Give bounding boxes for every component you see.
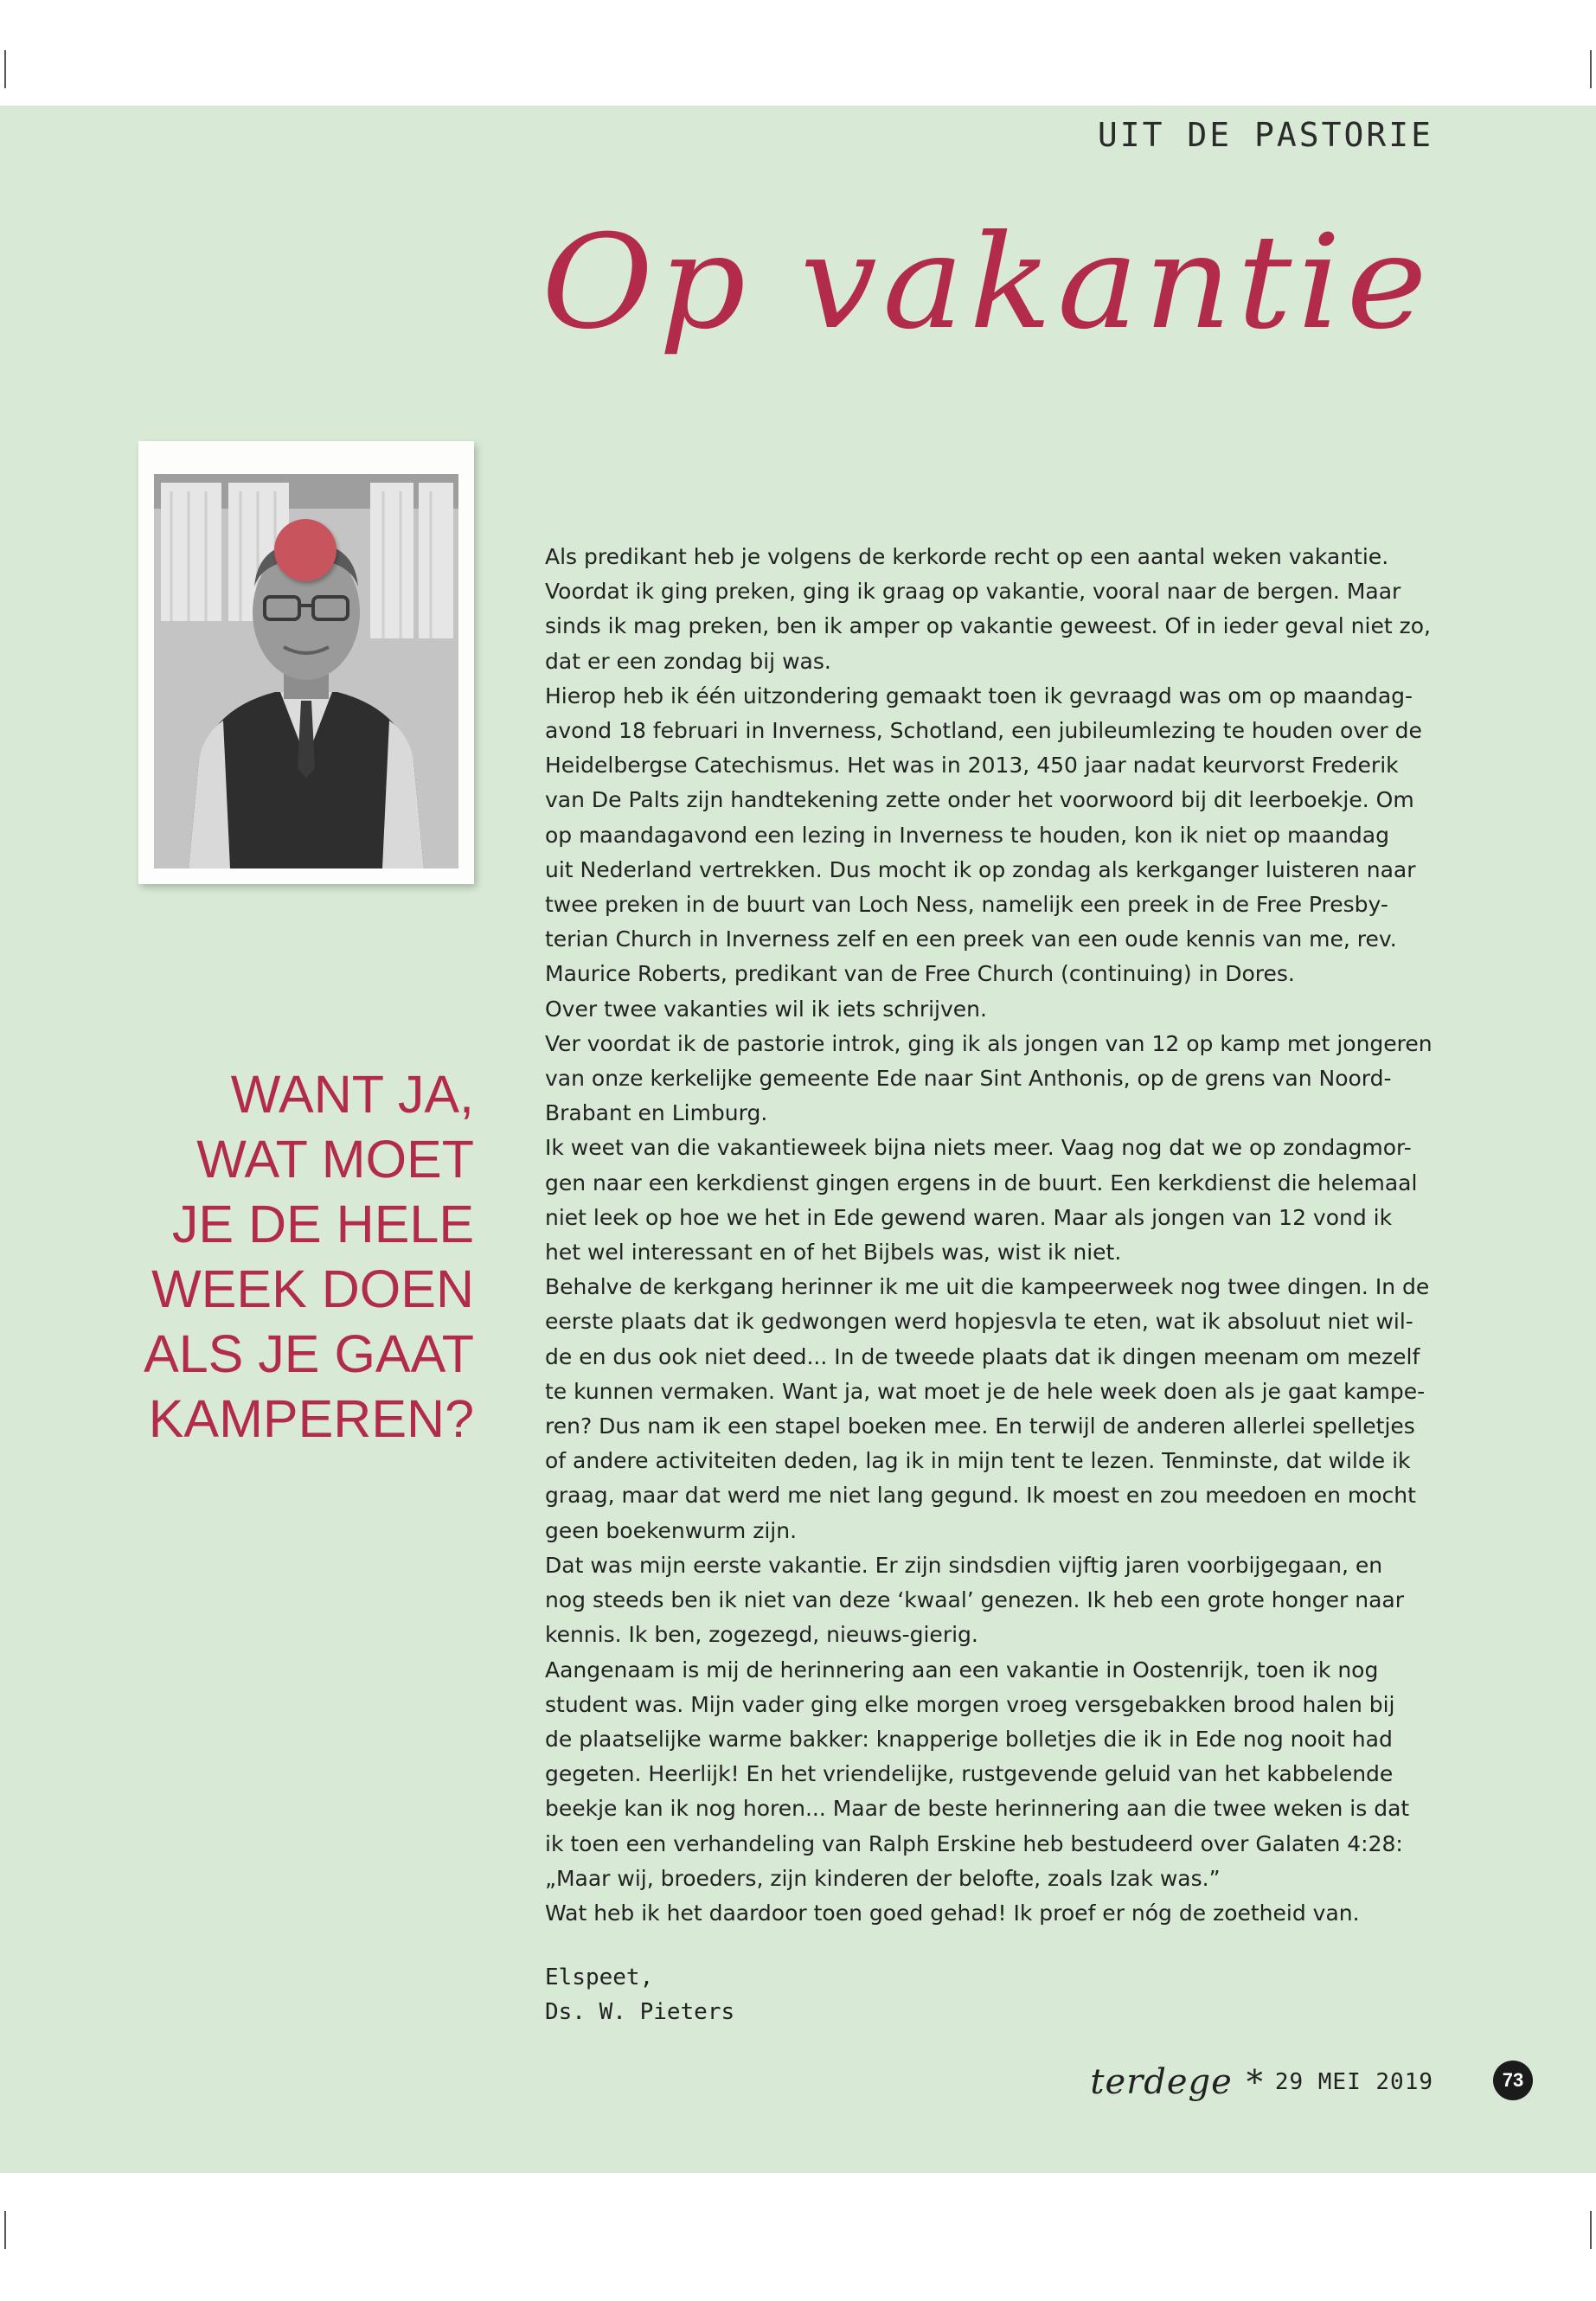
page-footer [1090, 2062, 1433, 2102]
body-line: Aangenaam is mij de herinnering aan een vakantie in Oostenrijk, toen ik nog [545, 1657, 1379, 1682]
body-line: dat er een zondag bij was. [545, 648, 831, 674]
body-line: Ver voordat ik de pastorie introk, ging ik als jongen van 12 op kamp met jongeren [545, 1030, 1433, 1056]
body-line: te kunnen vermaken. Want ja, wat moet je de hele week doen als je gaat kampe- [545, 1378, 1426, 1404]
body-line: sinds ik mag preken, ben ik amper op vakantie geweest. Of in ieder geval niet zo, [545, 613, 1431, 639]
body-line: Dat was mijn eerste vakantie. Er zijn sindsdien vijftig jaren voorbijgegaan, en [545, 1552, 1383, 1578]
section-label: UIT DE PASTORIE [1097, 116, 1433, 154]
body-line: de plaatselijke warme bakker: knapperige bolletjes die ik in Ede nog nooit had [545, 1726, 1393, 1752]
page-number: 73 [1493, 2061, 1533, 2100]
pull-quote-line: WAT MOET [196, 1130, 474, 1189]
body-line: terian Church in Inverness zelf en een preek van een oude kennis van me, rev. [545, 926, 1397, 952]
body-line: Wat heb ik het daardoor toen goed gehad! Ik proef er nóg de zoetheid van. [545, 1900, 1360, 1926]
pushpin-icon [274, 519, 337, 581]
body-line: Als predikant heb je volgens de kerkorde recht op een aantal weken vakantie. [545, 544, 1389, 569]
author-photo-frame [138, 441, 474, 884]
body-line: ren? Dus nam ik een stapel boeken mee. En terwijl de anderen allerlei spelletjes [545, 1413, 1415, 1439]
body-line: niet leek op hoe we het in Ede gewend waren. Maar als jongen van 12 vond ik [545, 1204, 1393, 1230]
body-line: van De Palts zijn handtekening zette onder het voorwoord bij dit leerboekje. Om [545, 787, 1414, 813]
body-line: Heidelbergse Catechismus. Het was in 2013, 450 jaar nadat keurvorst Frederik [545, 753, 1399, 779]
issue-date: 29 MEI 2019 [1274, 2069, 1433, 2095]
body-line: uit Nederland vertrekken. Dus mocht ik op zondag als kerkganger luisteren naar [545, 856, 1416, 882]
signature [545, 1960, 734, 2029]
pull-quote-line: KAMPEREN? [148, 1389, 474, 1448]
body-line: Hierop heb ik één uitzondering gemaakt toen ik gevraagd was om op maandag- [545, 683, 1413, 708]
pull-quote-line: JE DE HELE [171, 1195, 474, 1253]
body-line: Voordat ik ging preken, ging ik graag op vakantie, vooral naar de bergen. Maar [545, 579, 1401, 605]
crop-mark-top-left [4, 50, 6, 88]
body-line: op maandagavond een lezing in Inverness te houden, kon ik niet op maandag [545, 822, 1389, 848]
signature-place: Elspeet, [545, 1965, 654, 1990]
body-line: avond 18 februari in Inverness, Schotland, een jubileumlezing te houden over de [545, 718, 1422, 744]
body-line: geen boekenwurm zijn. [545, 1517, 798, 1543]
body-line: het wel interessant en of het Bijbels was, wist ik niet. [545, 1240, 1122, 1266]
body-line: twee preken in de buurt van Loch Ness, namelijk een preek in de Free Presby- [545, 892, 1388, 918]
signature-author: Ds. W. Pieters [545, 1999, 735, 2025]
crop-mark-bottom-left [4, 2211, 6, 2249]
body-line: ik toen een verhandeling van Ralph Erskine heb bestudeerd over Galaten 4:28: [545, 1830, 1403, 1856]
body-line: nog steeds ben ik niet van deze ‘kwaal’ genezen. Ik heb een grote honger naar [545, 1587, 1405, 1613]
crop-mark-top-right [1590, 50, 1592, 88]
body-line: beekje kan ik nog horen... Maar de beste herinnering aan die twee weken is dat [545, 1796, 1410, 1822]
crop-mark-bottom-right [1590, 2211, 1592, 2249]
pull-quote [95, 1062, 474, 1452]
body-line: eerste plaats dat ik gedwongen werd hopjesvla te eten, wat ik absoluut niet wil- [545, 1309, 1413, 1335]
body-line: „Maar wij, broeders, zijn kinderen der belofte, zoals Izak was.” [545, 1865, 1221, 1891]
body-line: Behalve de kerkgang herinner ik me uit die kampeerweek nog twee dingen. In de [545, 1274, 1430, 1300]
body-line: Ik weet van die vakantieweek bijna niets meer. Vaag nog dat we op zondagmor- [545, 1135, 1412, 1161]
article-title [536, 197, 1453, 362]
body-line: of andere activiteiten deden, lag ik in mijn tent te lezen. Tenminste, dat wilde ik [545, 1448, 1411, 1474]
body-line: de en dus ook niet deed... In de tweede plaats dat ik dingen meenam om mezelf [545, 1343, 1420, 1369]
body-line: kennis. Ik ben, zogezegd, nieuws-gierig. [545, 1622, 978, 1648]
separator-star-icon: * [1246, 2063, 1263, 2101]
body-line: Maurice Roberts, predikant van de Free Church (continuing) in Dores. [545, 961, 1295, 987]
body-line: gen naar een kerkdienst gingen ergens in de buurt. Een kerkdienst die helemaal [545, 1170, 1418, 1195]
body-line: Over twee vakanties wil ik iets schrijven. [545, 996, 987, 1022]
body-line: student was. Mijn vader ging elke morgen vroeg versgebakken brood halen bij [545, 1691, 1395, 1717]
body-line: gegeten. Heerlijk! En het vriendelijke, rustgevende geluid van het kabbelende [545, 1761, 1394, 1787]
pull-quote-line: WEEK DOEN [151, 1259, 474, 1318]
magazine-brand: terdege [1090, 2062, 1233, 2102]
body-line: graag, maar dat werd me niet lang gegund. Ik moest en zou meedoen en mocht [545, 1483, 1416, 1509]
article-body [545, 540, 1445, 1931]
article-title-text: Op vakantie [542, 208, 1433, 358]
body-line: van onze kerkelijke gemeente Ede naar Sint Anthonis, op de grens van Noord- [545, 1066, 1392, 1092]
pull-quote-line: WANT JA, [230, 1065, 474, 1124]
pull-quote-line: ALS JE GAAT [144, 1324, 474, 1383]
body-line: Brabant en Limburg. [545, 1100, 768, 1126]
